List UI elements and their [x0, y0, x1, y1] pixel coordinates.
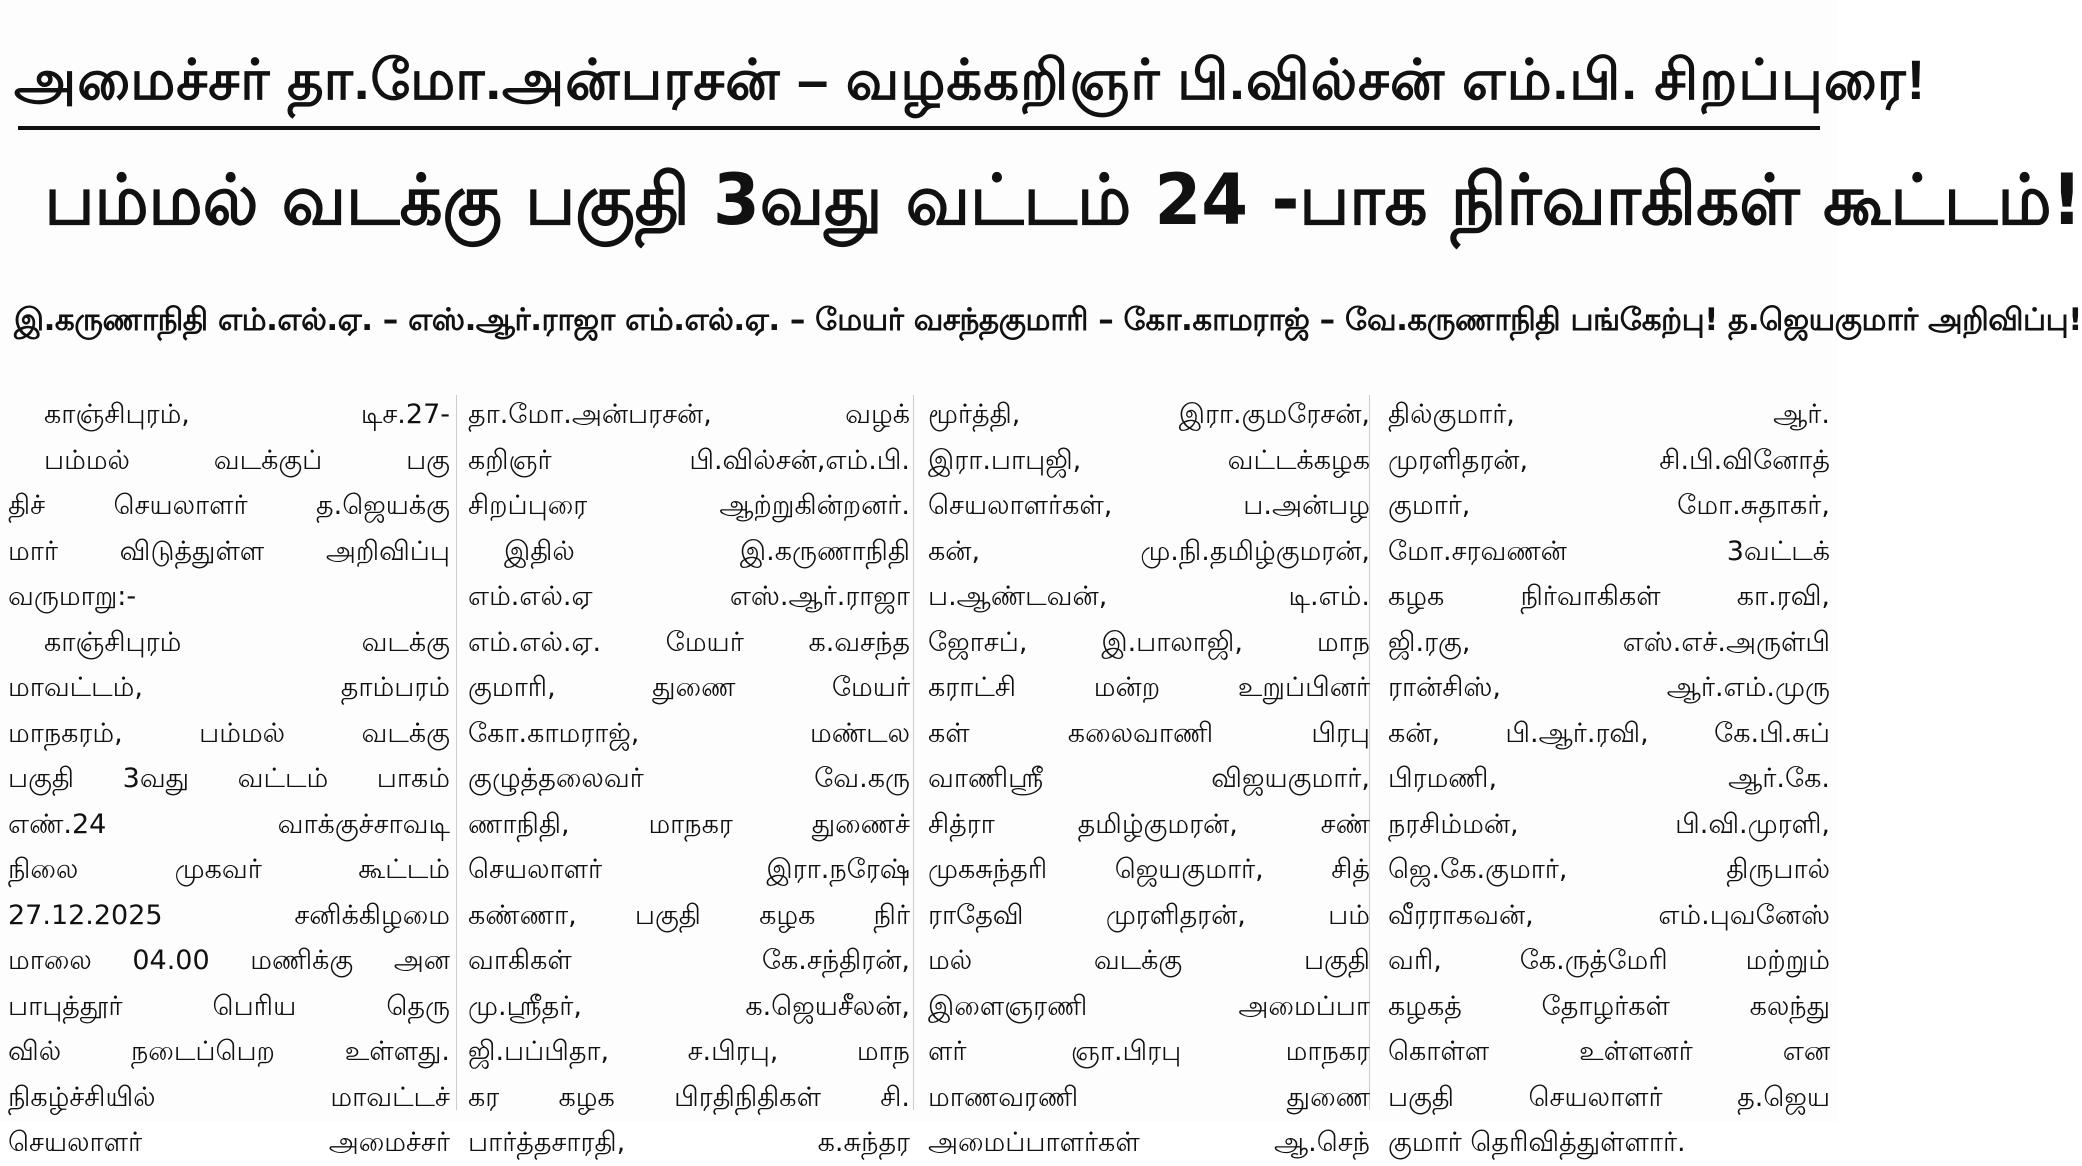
- article-line: எம்.எல்.ஏ எஸ்.ஆர்.ராஜா: [468, 581, 910, 612]
- article-line: திச் செயலாளர் த.ஜெயக்கு: [8, 490, 450, 521]
- article-line: இதில் இ.கருணாநிதி: [504, 535, 910, 567]
- article-line: மோ.சரவணன் 3வட்டக்: [1388, 535, 1830, 567]
- article-line: மாநகரம், பம்மல் வடக்கு: [8, 717, 450, 749]
- article-line: இளைஞரணி அமைப்பா: [928, 990, 1370, 1022]
- article-line: முகசுந்தரி ஜெயகுமார், சித்: [928, 854, 1370, 885]
- article-line: எம்.எல்.ஏ. மேயர் க.வசந்த: [468, 626, 910, 658]
- article-line: ஜி.ரகு, எஸ்.எச்.அருள்பி: [1388, 626, 1830, 658]
- article-line: ராதேவி முரளிதரன், பம்: [928, 899, 1370, 931]
- article-line: ஜி.பப்பிதா, ச.பிரபு, மாந: [468, 1036, 910, 1067]
- article-line: கன், மு.நி.தமிழ்குமரன்,: [928, 535, 1370, 567]
- article-line: குழுத்தலைவர் வே.கரு: [468, 763, 910, 794]
- article-line: காஞ்சிபுரம் வடக்கு: [44, 626, 450, 658]
- article-line: செயலாளர் இரா.நரேஷ்: [468, 854, 910, 885]
- main-headline: பம்மல் வடக்கு பகுதி 3வது வட்டம் 24 -பாக நிர்வாகிகள் கூட்டம்!: [44, 159, 2082, 241]
- article-line: தில்குமார், ஆர்.: [1388, 399, 1830, 430]
- article-line: வாகிகள் கே.சந்திரன்,: [468, 945, 910, 976]
- article-line: வரி, கே.ருத்மேரி மற்றும்: [1388, 945, 1830, 976]
- article-line: செயலாளர்கள், ப.அன்பழ: [928, 490, 1370, 521]
- article-body: [8, 392, 1830, 1158]
- article-line: வருமாறு:-: [8, 581, 137, 612]
- article-line: மல் வடக்கு பகுதி: [928, 945, 1370, 976]
- article-line: ரான்சிஸ், ஆர்.எம்.முரு: [1388, 672, 1830, 703]
- article-line: கழகத் தோழர்கள் கலந்து: [1388, 990, 1830, 1022]
- article-line: ளர் ஞா.பிரபு மாநகர: [928, 1036, 1370, 1067]
- article-line: கன், பி.ஆர்.ரவி, கே.பி.சுப்: [1388, 717, 1830, 749]
- article-line: தா.மோ.அன்பரசன், வழக்: [468, 399, 910, 430]
- article-column-2: [468, 392, 910, 1158]
- article-line: ப.ஆண்டவன், டி.எம்.: [928, 581, 1370, 612]
- article-line: ஜோசப், இ.பாலாஜி, மாந: [928, 626, 1370, 658]
- article-line: கறிஞர் பி.வில்சன்,எம்.பி.: [468, 444, 910, 476]
- article-line: 27.12.2025 சனிக்கிழமை: [8, 899, 450, 931]
- article-column-3: [928, 392, 1370, 1158]
- article-line: நரசிம்மன், பி.வி.முரளி,: [1388, 808, 1830, 840]
- article-line: குமாரி, துணை மேயர்: [468, 672, 910, 703]
- article-line: நிகழ்ச்சியில் மாவட்டச்: [8, 1081, 450, 1113]
- article-line: பகுதி 3வது வட்டம் பாகம்: [8, 763, 450, 794]
- article-column-4: [1388, 392, 1830, 1158]
- article-line: கள் கலைவாணி பிரபு: [928, 717, 1370, 749]
- article-line: மாவட்டம், தாம்பரம்: [8, 672, 450, 703]
- article-line: கண்ணா, பகுதி கழக நிர்: [468, 899, 910, 931]
- sub-headline: இ.கருணாநிதி எம்.எல்.ஏ. – எஸ்.ஆர்.ராஜா எம்.எல்.ஏ. – மேயர் வசந்தகுமாரி – கோ.காமராஜ் – வே.கருணாநிதி பங்கேற்பு! த.ஜெயகுமார் அறிவிப்பு!: [14, 302, 2082, 338]
- article-line: குமார் தெரிவித்துள்ளார்.: [1388, 1127, 1686, 1158]
- article-line: சித்ரா தமிழ்குமரன், சண்: [928, 808, 1370, 840]
- article-line: பார்த்தசாரதி, க.சுந்தர: [468, 1127, 910, 1158]
- article-line: பகுதி செயலாளர் த.ஜெய: [1388, 1081, 1830, 1113]
- article-line: மார் விடுத்துள்ள அறிவிப்பு: [8, 535, 450, 567]
- article-line: செயலாளர் அமைச்சர்: [8, 1127, 450, 1158]
- article-line: ணாநிதி, மாநகர துணைச்: [468, 808, 910, 840]
- article-line: முரளிதரன், சி.பி.வினோத்: [1388, 444, 1830, 476]
- article-line: காஞ்சிபுரம், டிச.27-: [44, 399, 450, 430]
- article-line: வில் நடைப்பெற உள்ளது.: [8, 1036, 450, 1067]
- article-line: சிறப்புரை ஆற்றுகின்றனர்.: [468, 490, 910, 521]
- article-line: பம்மல் வடக்குப் பகு: [44, 444, 450, 476]
- article-column-1: [8, 392, 450, 1158]
- article-line: கொள்ள உள்ளனர் என: [1388, 1036, 1830, 1067]
- article-line: அமைப்பாளர்கள் ஆ.செந்: [928, 1127, 1370, 1158]
- article-line: வாணிஸ்ரீ விஜயகுமார்,: [928, 763, 1370, 794]
- kicker-headline: அமைச்சர் தா.மோ.அன்பரசன் – வழக்கறிஞர் பி.வில்சன் எம்.பி. சிறப்புரை!: [14, 48, 1927, 111]
- article-line: கராட்சி மன்ற உறுப்பினர்: [928, 672, 1370, 703]
- article-line: மூர்த்தி, இரா.குமரேசன்,: [928, 399, 1370, 430]
- article-line: ஜெ.கே.குமார், திருபால்: [1388, 854, 1830, 885]
- article-line: எண்.24 வாக்குச்சாவடி: [8, 808, 450, 840]
- article-line: கோ.காமராஜ், மண்டல: [468, 717, 910, 749]
- article-line: கர கழக பிரதிநிதிகள் சி.: [468, 1081, 910, 1113]
- kicker-underline: [18, 126, 1820, 130]
- article-line: இரா.பாபுஜி, வட்டக்கழக: [928, 444, 1370, 476]
- article-line: நிலை முகவர் கூட்டம்: [8, 854, 450, 885]
- article-line: குமார், மோ.சுதாகர்,: [1388, 490, 1830, 521]
- article-line: வீரராகவன், எம்.புவனேஸ்: [1388, 899, 1830, 931]
- article-line: மாணவரணி துணை: [928, 1081, 1370, 1113]
- article-line: மு.ஸ்ரீதர், க.ஜெயசீலன்,: [468, 990, 910, 1022]
- article-line: கழக நிர்வாகிகள் கா.ரவி,: [1388, 581, 1830, 612]
- article-line: பிரமணி, ஆர்.கே.: [1388, 763, 1830, 794]
- article-line: பாபுத்தூர் பெரிய தெரு: [8, 990, 450, 1022]
- article-line: மாலை 04.00 மணிக்கு அன: [8, 945, 450, 976]
